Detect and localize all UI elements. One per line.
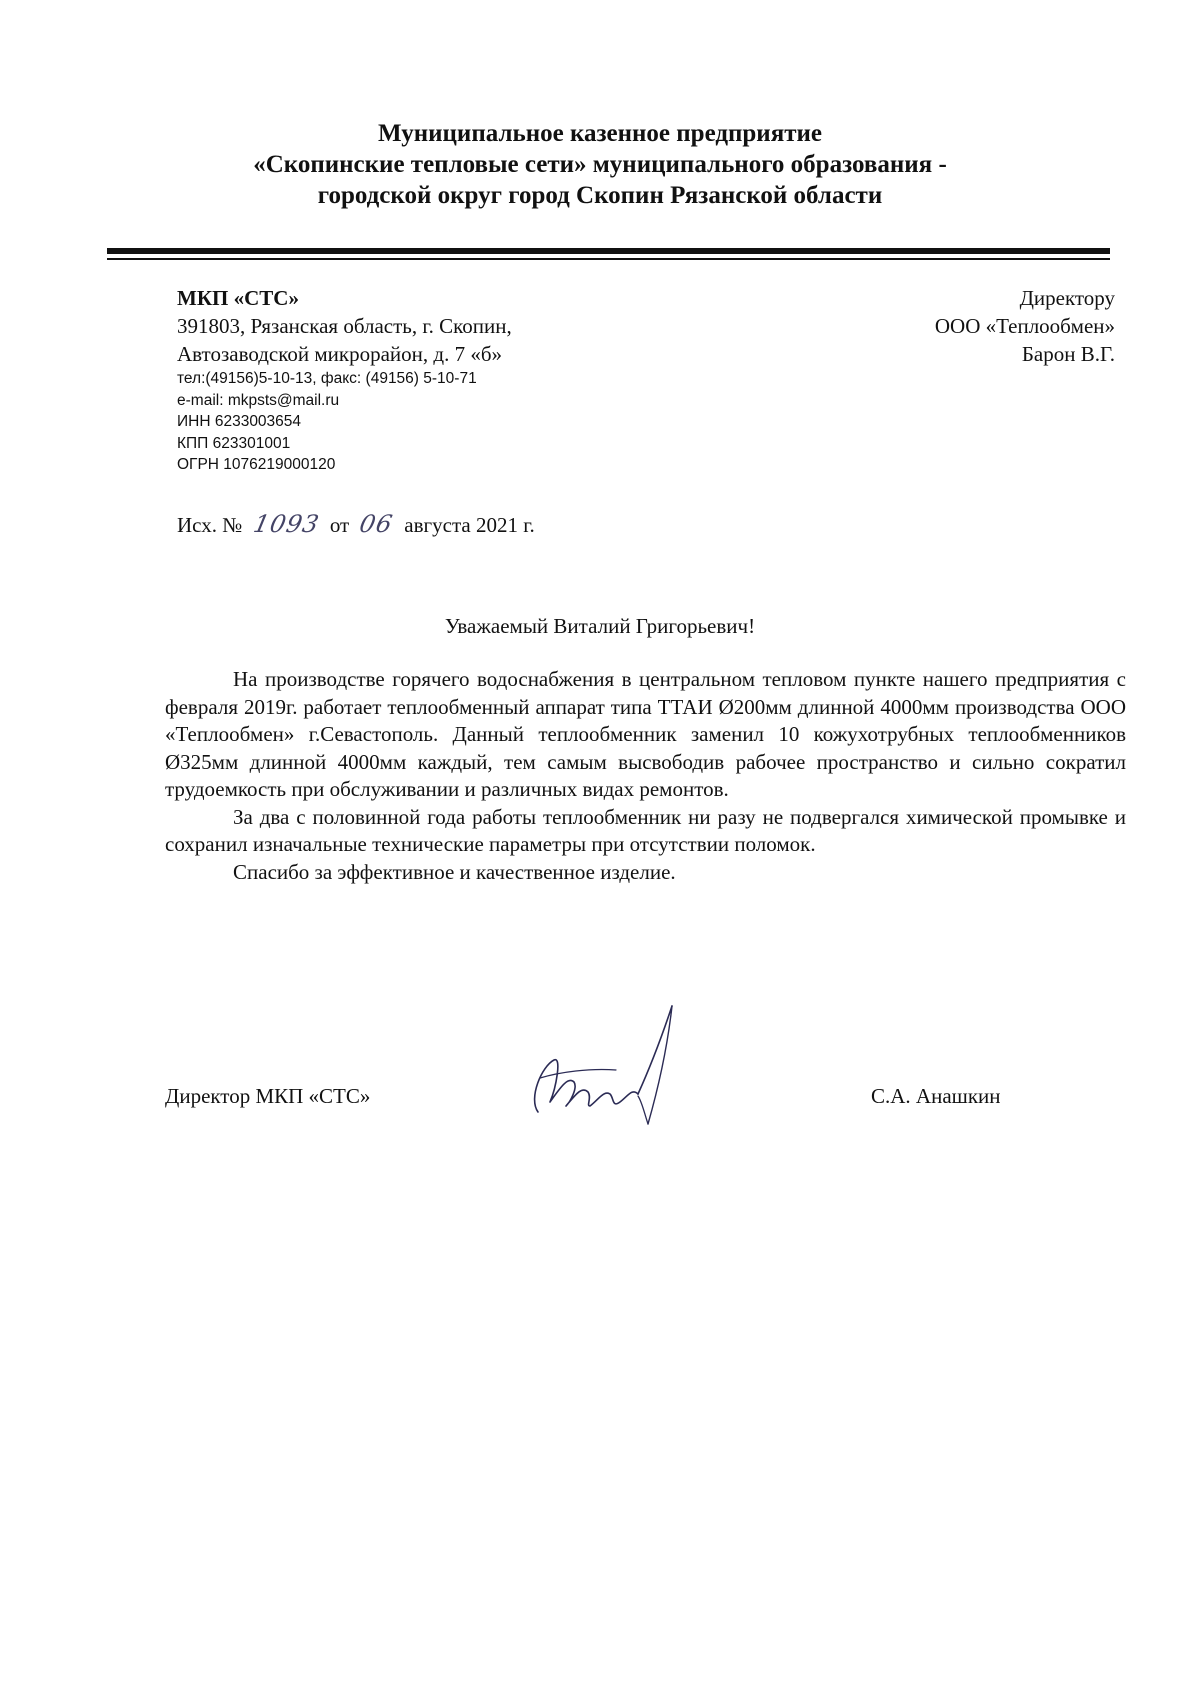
handwritten-signature [520,1002,700,1132]
recipient-position: Директору [1019,286,1115,310]
salutation: Уважаемый Виталий Григорьевич! [444,614,756,638]
sender-ogrn: ОГРН 1076219000120 [177,456,336,473]
signatory-name: С.А. Анашкин [871,1084,1001,1108]
sender-org: МКП «СТС» [177,286,299,310]
recipient-company: ООО «Теплообмен» [934,314,1115,338]
outgoing-from: от [329,513,350,537]
body-paragraph-2: За два с половинной года работы теплообменник ни разу не подвергался химической промывке и сохранил изначальные технические параметры при отсутствии поломок. [165,804,1126,856]
sender-block [177,284,512,476]
signatory-title: Директор МКП «СТС» [165,1084,371,1108]
letterhead [0,118,1200,211]
header-divider-thick [107,248,1110,254]
recipient-name: Барон В.Г. [1021,342,1115,366]
header-divider-thin [107,258,1110,260]
letterhead-line-2: «Скопинские тепловые сети» муниципального образования - [253,151,947,178]
sender-inn: ИНН 6233003654 [177,413,302,430]
letter-body [165,666,1126,886]
outgoing-reference [177,510,535,539]
sender-phone: тел:(49156)5-10-13, факс: (49156) 5-10-71 [177,370,477,387]
body-paragraph-1: На производстве горячего водоснабжения в центральном тепловом пункте нашего предприятия с февраля 2019г. работает теплообменный аппарат типа ТТАИ Ø200мм длинной 4000мм производства ООО «Теплообмен» г.Севастополь. Данный теплообменник заменил 10 кожухотрубных теплообменников Ø325мм длинной 4000мм каждый, тем самым высвободив рабочее пространство и сильно сократил трудоемкость при обслуживании и различных видах ремонтов. [165,667,1126,801]
sender-email: e-mail: mkpsts@mail.ru [177,391,340,409]
recipient-block [935,284,1115,368]
outgoing-day-handwritten: 06 [357,510,397,538]
letterhead-line-3: городской округ город Скопин Рязанской области [317,182,883,209]
sender-address-1: 391803, Рязанская область, г. Скопин, [177,314,512,338]
outgoing-date-rest: августа 2021 г. [404,513,535,537]
outgoing-prefix: Исх. № [177,513,243,537]
sender-kpp: КПП 623301001 [177,434,291,452]
sender-address-2: Автозаводской микрорайон, д. 7 «б» [177,342,503,366]
body-paragraph-3: Спасибо за эффективное и качественное изделие. [233,859,676,884]
outgoing-number-handwritten: 1093 [250,510,322,538]
letterhead-line-1: Муниципальное казенное предприятие [377,120,823,147]
